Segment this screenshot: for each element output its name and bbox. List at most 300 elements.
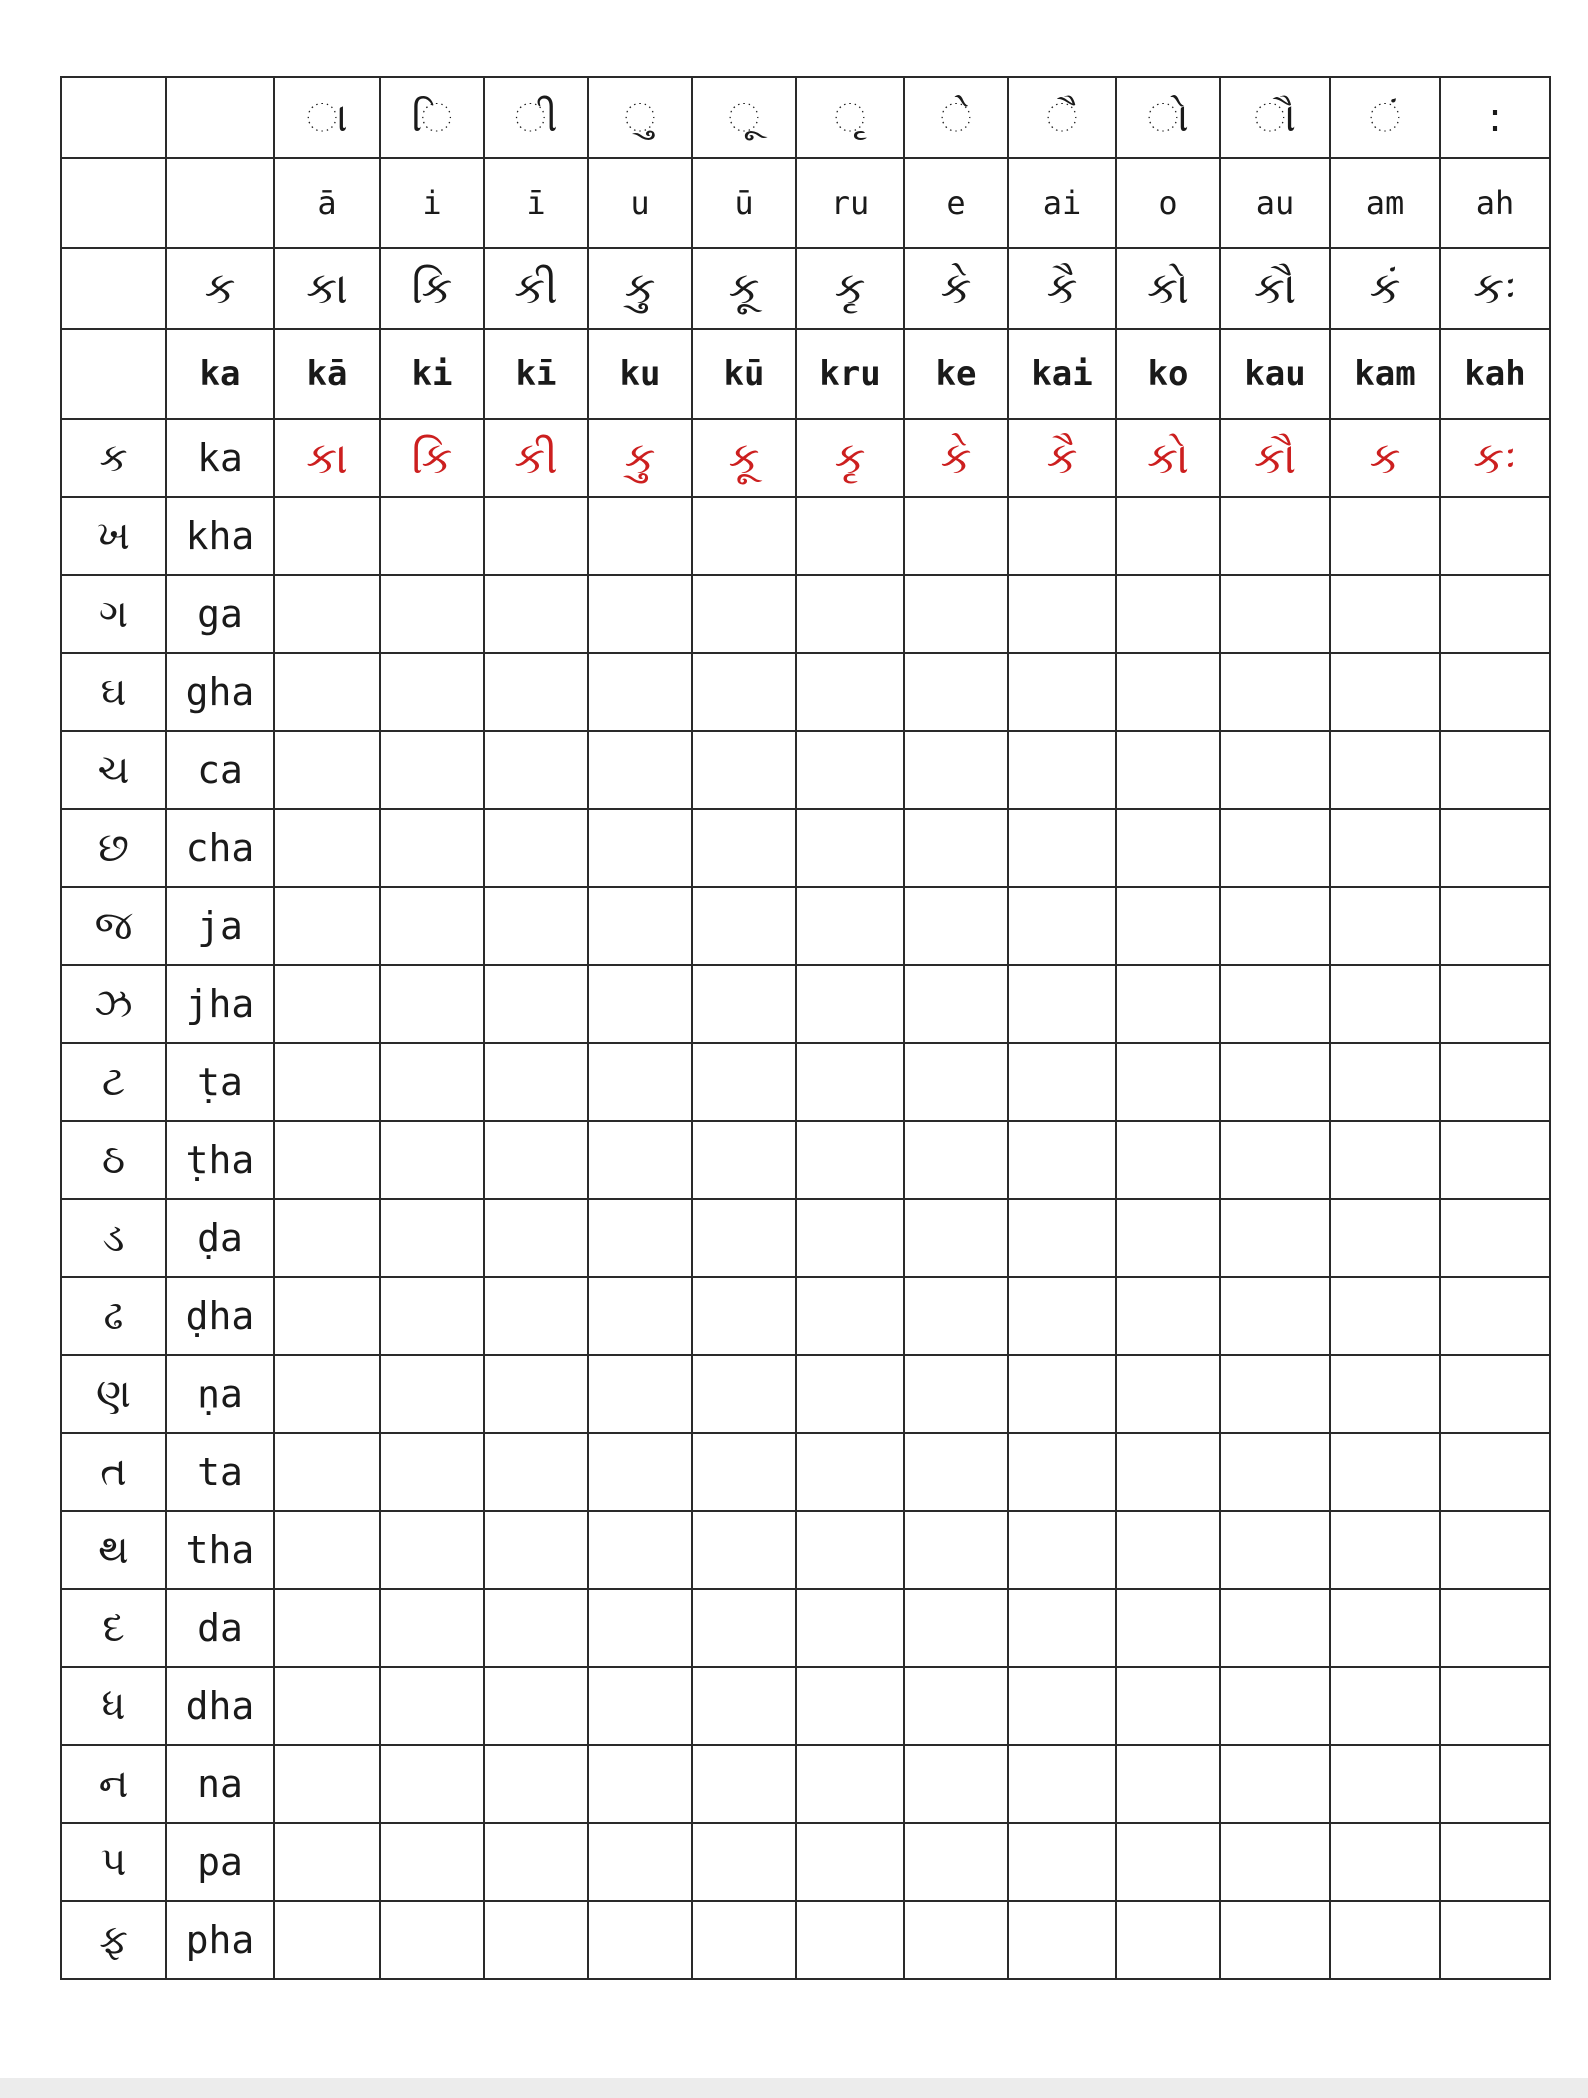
handwritten-practice-cell: કી — [484, 419, 588, 497]
consonant-row — [61, 1043, 1550, 1121]
blank-practice-cell — [1330, 653, 1440, 731]
blank-practice-cell — [1330, 575, 1440, 653]
blank-practice-cell — [1116, 887, 1220, 965]
consonant-row — [61, 1433, 1550, 1511]
blank-practice-cell — [1330, 1511, 1440, 1589]
consonant-trans: cha — [166, 809, 274, 887]
blank-practice-cell — [692, 1043, 796, 1121]
blank-practice-cell — [1220, 1277, 1330, 1355]
blank-practice-cell — [1008, 1277, 1116, 1355]
blank-practice-cell — [1008, 809, 1116, 887]
blank-practice-cell — [1008, 965, 1116, 1043]
ka-example-glyph-row — [61, 248, 1550, 329]
blank-practice-cell — [484, 497, 588, 575]
blank-practice-cell — [588, 1901, 692, 1979]
ka-form-trans: ke — [904, 329, 1008, 419]
blank-practice-cell — [380, 887, 484, 965]
vowel-sign: ી — [484, 77, 588, 158]
blank-practice-cell — [1440, 1667, 1550, 1745]
page-bottom-edge — [0, 2078, 1588, 2098]
blank-practice-cell — [1008, 1667, 1116, 1745]
blank-practice-cell — [588, 731, 692, 809]
blank-practice-cell — [692, 1667, 796, 1745]
blank-practice-cell — [380, 1745, 484, 1823]
consonant-glyph: ઢ — [61, 1277, 166, 1355]
blank-practice-cell — [274, 887, 380, 965]
blank-practice-cell — [1008, 497, 1116, 575]
blank-practice-cell — [1330, 1745, 1440, 1823]
blank-practice-cell — [1440, 1277, 1550, 1355]
blank-practice-cell — [904, 1043, 1008, 1121]
ka-base-trans: ka — [166, 329, 274, 419]
vowel-sign-row — [61, 77, 1550, 158]
blank-practice-cell — [692, 497, 796, 575]
blank-practice-cell — [796, 1433, 904, 1511]
handwritten-practice-cell: કઃ — [1440, 419, 1550, 497]
consonant-glyph: છ — [61, 809, 166, 887]
consonant-glyph: ટ — [61, 1043, 166, 1121]
vowel-name: am — [1330, 158, 1440, 248]
blank-practice-cell — [1220, 1511, 1330, 1589]
blank-practice-cell — [692, 1745, 796, 1823]
ka-form-glyph: કૃ — [796, 248, 904, 329]
blank-practice-cell — [904, 1667, 1008, 1745]
vowel-sign: ં — [1330, 77, 1440, 158]
consonant-trans: na — [166, 1745, 274, 1823]
blank-practice-cell — [484, 1589, 588, 1667]
blank-practice-cell — [1008, 1901, 1116, 1979]
blank-practice-cell — [1220, 497, 1330, 575]
consonant-row — [61, 887, 1550, 965]
blank-practice-cell — [1330, 1121, 1440, 1199]
blank-practice-cell — [484, 575, 588, 653]
ka-form-glyph: કઃ — [1440, 248, 1550, 329]
blank-practice-cell — [796, 731, 904, 809]
blank-practice-cell — [1220, 1121, 1330, 1199]
blank-practice-cell — [380, 653, 484, 731]
vowel-sign: : — [1440, 77, 1550, 158]
consonant-glyph: ઘ — [61, 653, 166, 731]
blank-practice-cell — [1330, 1901, 1440, 1979]
blank-practice-cell — [904, 1355, 1008, 1433]
handwritten-practice-cell: કૌ — [1220, 419, 1330, 497]
blank-practice-cell — [1008, 887, 1116, 965]
blank-practice-cell — [274, 1355, 380, 1433]
blank-practice-cell — [692, 1121, 796, 1199]
blank-practice-cell — [1440, 809, 1550, 887]
blank-practice-cell — [1008, 1589, 1116, 1667]
consonant-glyph: ગ — [61, 575, 166, 653]
consonant-glyph: ખ — [61, 497, 166, 575]
consonant-glyph: પ — [61, 1823, 166, 1901]
blank-practice-cell — [1220, 575, 1330, 653]
blank-practice-cell — [1116, 1589, 1220, 1667]
consonant-trans: kha — [166, 497, 274, 575]
blank-practice-cell — [1330, 809, 1440, 887]
consonant-row — [61, 1823, 1550, 1901]
consonant-glyph: ધ — [61, 1667, 166, 1745]
blank-practice-cell — [1116, 1433, 1220, 1511]
blank-practice-cell — [1330, 1043, 1440, 1121]
consonant-row — [61, 497, 1550, 575]
corner-cell-empty — [61, 158, 166, 248]
blank-practice-cell — [796, 1355, 904, 1433]
blank-practice-cell — [692, 965, 796, 1043]
blank-practice-cell — [1440, 1043, 1550, 1121]
handwritten-practice-cell: કે — [904, 419, 1008, 497]
blank-practice-cell — [1116, 1277, 1220, 1355]
blank-practice-cell — [588, 1823, 692, 1901]
blank-practice-cell — [1116, 653, 1220, 731]
blank-practice-cell — [380, 965, 484, 1043]
consonant-trans: ḍha — [166, 1277, 274, 1355]
consonant-trans: pha — [166, 1901, 274, 1979]
vowel-sign: ા — [274, 77, 380, 158]
consonant-row — [61, 419, 1550, 497]
blank-practice-cell — [1330, 887, 1440, 965]
blank-practice-cell — [274, 1043, 380, 1121]
consonant-row — [61, 1511, 1550, 1589]
blank-practice-cell — [796, 1589, 904, 1667]
consonant-row — [61, 1745, 1550, 1823]
blank-practice-cell — [1008, 653, 1116, 731]
handwritten-practice-cell: કા — [274, 419, 380, 497]
consonant-trans: jha — [166, 965, 274, 1043]
blank-practice-cell — [796, 1121, 904, 1199]
ka-form-trans: ku — [588, 329, 692, 419]
blank-practice-cell — [274, 1511, 380, 1589]
vowel-sign: ૂ — [692, 77, 796, 158]
blank-practice-cell — [380, 1667, 484, 1745]
blank-practice-cell — [588, 653, 692, 731]
blank-practice-cell — [1330, 1433, 1440, 1511]
blank-practice-cell — [274, 1667, 380, 1745]
blank-practice-cell — [1330, 497, 1440, 575]
blank-practice-cell — [1440, 1901, 1550, 1979]
consonant-glyph: ઝ — [61, 965, 166, 1043]
blank-practice-cell — [904, 575, 1008, 653]
blank-practice-cell — [904, 1433, 1008, 1511]
blank-practice-cell — [1440, 1589, 1550, 1667]
blank-practice-cell — [1220, 653, 1330, 731]
blank-practice-cell — [1116, 575, 1220, 653]
blank-practice-cell — [692, 653, 796, 731]
blank-practice-cell — [274, 1121, 380, 1199]
blank-practice-cell — [796, 1511, 904, 1589]
blank-practice-cell — [904, 497, 1008, 575]
blank-practice-cell — [588, 1355, 692, 1433]
blank-practice-cell — [1440, 1511, 1550, 1589]
consonant-trans: ga — [166, 575, 274, 653]
consonant-trans: dha — [166, 1667, 274, 1745]
blank-practice-cell — [380, 1589, 484, 1667]
blank-practice-cell — [1440, 1355, 1550, 1433]
ka-form-glyph: કી — [484, 248, 588, 329]
blank-practice-cell — [484, 1121, 588, 1199]
consonant-glyph: દ — [61, 1589, 166, 1667]
blank-practice-cell — [380, 1121, 484, 1199]
blank-practice-cell — [904, 809, 1008, 887]
ka-form-trans: kau — [1220, 329, 1330, 419]
blank-practice-cell — [692, 1589, 796, 1667]
blank-practice-cell — [1330, 1667, 1440, 1745]
consonant-glyph: ડ — [61, 1199, 166, 1277]
ka-base-glyph: ક — [166, 248, 274, 329]
handwritten-practice-cell: કૂ — [692, 419, 796, 497]
blank-practice-cell — [484, 809, 588, 887]
blank-practice-cell — [484, 653, 588, 731]
blank-practice-cell — [484, 887, 588, 965]
blank-practice-cell — [274, 653, 380, 731]
blank-practice-cell — [904, 1121, 1008, 1199]
ka-form-trans: kru — [796, 329, 904, 419]
consonant-trans: ca — [166, 731, 274, 809]
vowel-sign: ે — [904, 77, 1008, 158]
consonant-trans: tha — [166, 1511, 274, 1589]
blank-practice-cell — [1116, 1199, 1220, 1277]
blank-practice-cell — [1008, 575, 1116, 653]
blank-practice-cell — [1220, 1043, 1330, 1121]
blank-practice-cell — [904, 1823, 1008, 1901]
blank-practice-cell — [588, 1199, 692, 1277]
blank-practice-cell — [484, 1901, 588, 1979]
blank-practice-cell — [1008, 1823, 1116, 1901]
blank-practice-cell — [796, 497, 904, 575]
blank-practice-cell — [1008, 1199, 1116, 1277]
blank-practice-cell — [904, 965, 1008, 1043]
ka-form-glyph: કિ — [380, 248, 484, 329]
blank-practice-cell — [484, 1199, 588, 1277]
consonant-row — [61, 575, 1550, 653]
blank-practice-cell — [484, 731, 588, 809]
blank-practice-cell — [796, 1199, 904, 1277]
blank-practice-cell — [904, 1745, 1008, 1823]
blank-practice-cell — [274, 1901, 380, 1979]
blank-practice-cell — [484, 1823, 588, 1901]
blank-practice-cell — [1008, 1043, 1116, 1121]
blank-practice-cell — [904, 887, 1008, 965]
consonant-trans: da — [166, 1589, 274, 1667]
consonant-row — [61, 731, 1550, 809]
consonant-row — [61, 1121, 1550, 1199]
blank-practice-cell — [1116, 965, 1220, 1043]
vowel-name: ah — [1440, 158, 1550, 248]
blank-practice-cell — [1116, 1745, 1220, 1823]
blank-practice-cell — [796, 1823, 904, 1901]
blank-practice-cell — [692, 1823, 796, 1901]
blank-practice-cell — [692, 1901, 796, 1979]
ka-form-glyph: કૂ — [692, 248, 796, 329]
blank-practice-cell — [274, 965, 380, 1043]
blank-practice-cell — [1220, 1199, 1330, 1277]
blank-practice-cell — [484, 1667, 588, 1745]
blank-practice-cell — [904, 1589, 1008, 1667]
ka-form-trans: ki — [380, 329, 484, 419]
blank-practice-cell — [588, 1277, 692, 1355]
ka-form-trans: kī — [484, 329, 588, 419]
consonant-trans: ka — [166, 419, 274, 497]
blank-practice-cell — [380, 1901, 484, 1979]
blank-practice-cell — [692, 1277, 796, 1355]
blank-practice-cell — [796, 653, 904, 731]
blank-practice-cell — [1116, 1901, 1220, 1979]
blank-practice-cell — [380, 1433, 484, 1511]
consonant-glyph: ત — [61, 1433, 166, 1511]
blank-practice-cell — [484, 1355, 588, 1433]
blank-practice-cell — [692, 731, 796, 809]
corner-cell-empty — [61, 77, 166, 158]
blank-practice-cell — [588, 1745, 692, 1823]
blank-practice-cell — [380, 1355, 484, 1433]
blank-practice-cell — [904, 1901, 1008, 1979]
corner-cell-empty — [61, 329, 166, 419]
ka-form-glyph: કૈ — [1008, 248, 1116, 329]
consonant-row — [61, 1199, 1550, 1277]
vowel-sign: ુ — [588, 77, 692, 158]
handwritten-practice-cell: ક — [1330, 419, 1440, 497]
vowel-name-row — [61, 158, 1550, 248]
consonant-row — [61, 1277, 1550, 1355]
vowel-name: ru — [796, 158, 904, 248]
blank-practice-cell — [796, 575, 904, 653]
vowel-sign: ૌ — [1220, 77, 1330, 158]
blank-practice-cell — [1116, 809, 1220, 887]
blank-practice-cell — [1116, 497, 1220, 575]
blank-practice-cell — [484, 1511, 588, 1589]
consonant-row — [61, 1589, 1550, 1667]
blank-practice-cell — [380, 809, 484, 887]
blank-practice-cell — [692, 1433, 796, 1511]
vowel-sign: ૃ — [796, 77, 904, 158]
handwritten-practice-cell: કિ — [380, 419, 484, 497]
handwritten-practice-cell: કુ — [588, 419, 692, 497]
ka-form-trans: kai — [1008, 329, 1116, 419]
blank-practice-cell — [1440, 1823, 1550, 1901]
corner-cell-empty — [166, 158, 274, 248]
vowel-name: ai — [1008, 158, 1116, 248]
blank-practice-cell — [1330, 1355, 1440, 1433]
ka-form-glyph: કે — [904, 248, 1008, 329]
blank-practice-cell — [796, 1901, 904, 1979]
blank-practice-cell — [1440, 965, 1550, 1043]
blank-practice-cell — [380, 1277, 484, 1355]
blank-practice-cell — [1116, 1043, 1220, 1121]
blank-practice-cell — [1220, 887, 1330, 965]
ka-form-trans: kū — [692, 329, 796, 419]
consonant-trans: ṇa — [166, 1355, 274, 1433]
consonant-glyph: ક — [61, 419, 166, 497]
blank-practice-cell — [380, 1823, 484, 1901]
blank-practice-cell — [484, 1043, 588, 1121]
blank-practice-cell — [484, 1433, 588, 1511]
blank-practice-cell — [1440, 497, 1550, 575]
blank-practice-cell — [588, 1511, 692, 1589]
blank-practice-cell — [1440, 575, 1550, 653]
consonant-trans: ḍa — [166, 1199, 274, 1277]
corner-cell-empty — [166, 77, 274, 158]
blank-practice-cell — [1116, 1511, 1220, 1589]
handwritten-practice-cell: કો — [1116, 419, 1220, 497]
vowel-name: u — [588, 158, 692, 248]
consonant-trans: ta — [166, 1433, 274, 1511]
consonant-trans: ja — [166, 887, 274, 965]
blank-practice-cell — [1008, 731, 1116, 809]
blank-practice-cell — [1440, 1199, 1550, 1277]
blank-practice-cell — [904, 1199, 1008, 1277]
vowel-name: ā — [274, 158, 380, 248]
blank-practice-cell — [796, 1745, 904, 1823]
consonant-row — [61, 1667, 1550, 1745]
blank-practice-cell — [1220, 965, 1330, 1043]
blank-practice-cell — [1330, 1589, 1440, 1667]
blank-practice-cell — [796, 1667, 904, 1745]
blank-practice-cell — [796, 965, 904, 1043]
blank-practice-cell — [1440, 1121, 1550, 1199]
blank-practice-cell — [1220, 1433, 1330, 1511]
consonant-glyph: ચ — [61, 731, 166, 809]
blank-practice-cell — [1220, 731, 1330, 809]
consonant-trans: pa — [166, 1823, 274, 1901]
blank-practice-cell — [484, 1745, 588, 1823]
consonant-row — [61, 1901, 1550, 1979]
blank-practice-cell — [588, 497, 692, 575]
vowel-sign: િ — [380, 77, 484, 158]
blank-practice-cell — [380, 1199, 484, 1277]
blank-practice-cell — [1220, 1901, 1330, 1979]
blank-practice-cell — [1330, 1199, 1440, 1277]
blank-practice-cell — [274, 1589, 380, 1667]
consonant-glyph: જ — [61, 887, 166, 965]
consonant-trans: gha — [166, 653, 274, 731]
ka-form-glyph: કુ — [588, 248, 692, 329]
blank-practice-cell — [588, 1589, 692, 1667]
blank-practice-cell — [274, 731, 380, 809]
blank-practice-cell — [274, 1199, 380, 1277]
vowel-name: ī — [484, 158, 588, 248]
blank-practice-cell — [1220, 1667, 1330, 1745]
ka-form-glyph: કૌ — [1220, 248, 1330, 329]
blank-practice-cell — [274, 575, 380, 653]
handwritten-practice-cell: કૈ — [1008, 419, 1116, 497]
blank-practice-cell — [274, 497, 380, 575]
ka-form-glyph: કો — [1116, 248, 1220, 329]
consonant-row — [61, 809, 1550, 887]
blank-practice-cell — [1008, 1511, 1116, 1589]
blank-practice-cell — [904, 1277, 1008, 1355]
consonant-trans: ṭha — [166, 1121, 274, 1199]
blank-practice-cell — [588, 809, 692, 887]
blank-practice-cell — [274, 809, 380, 887]
blank-practice-cell — [380, 1043, 484, 1121]
blank-practice-cell — [1330, 1277, 1440, 1355]
blank-practice-cell — [380, 575, 484, 653]
blank-practice-cell — [1330, 1823, 1440, 1901]
blank-practice-cell — [588, 575, 692, 653]
ka-example-trans-row — [61, 329, 1550, 419]
vowel-name: e — [904, 158, 1008, 248]
blank-practice-cell — [904, 731, 1008, 809]
blank-practice-cell — [588, 1433, 692, 1511]
blank-practice-cell — [588, 1667, 692, 1745]
blank-practice-cell — [796, 809, 904, 887]
gujarati-barakhadi-grid — [60, 76, 1551, 1980]
blank-practice-cell — [904, 1511, 1008, 1589]
consonant-row — [61, 653, 1550, 731]
blank-practice-cell — [1440, 887, 1550, 965]
blank-practice-cell — [1440, 1745, 1550, 1823]
blank-practice-cell — [1116, 1667, 1220, 1745]
blank-practice-cell — [796, 1277, 904, 1355]
